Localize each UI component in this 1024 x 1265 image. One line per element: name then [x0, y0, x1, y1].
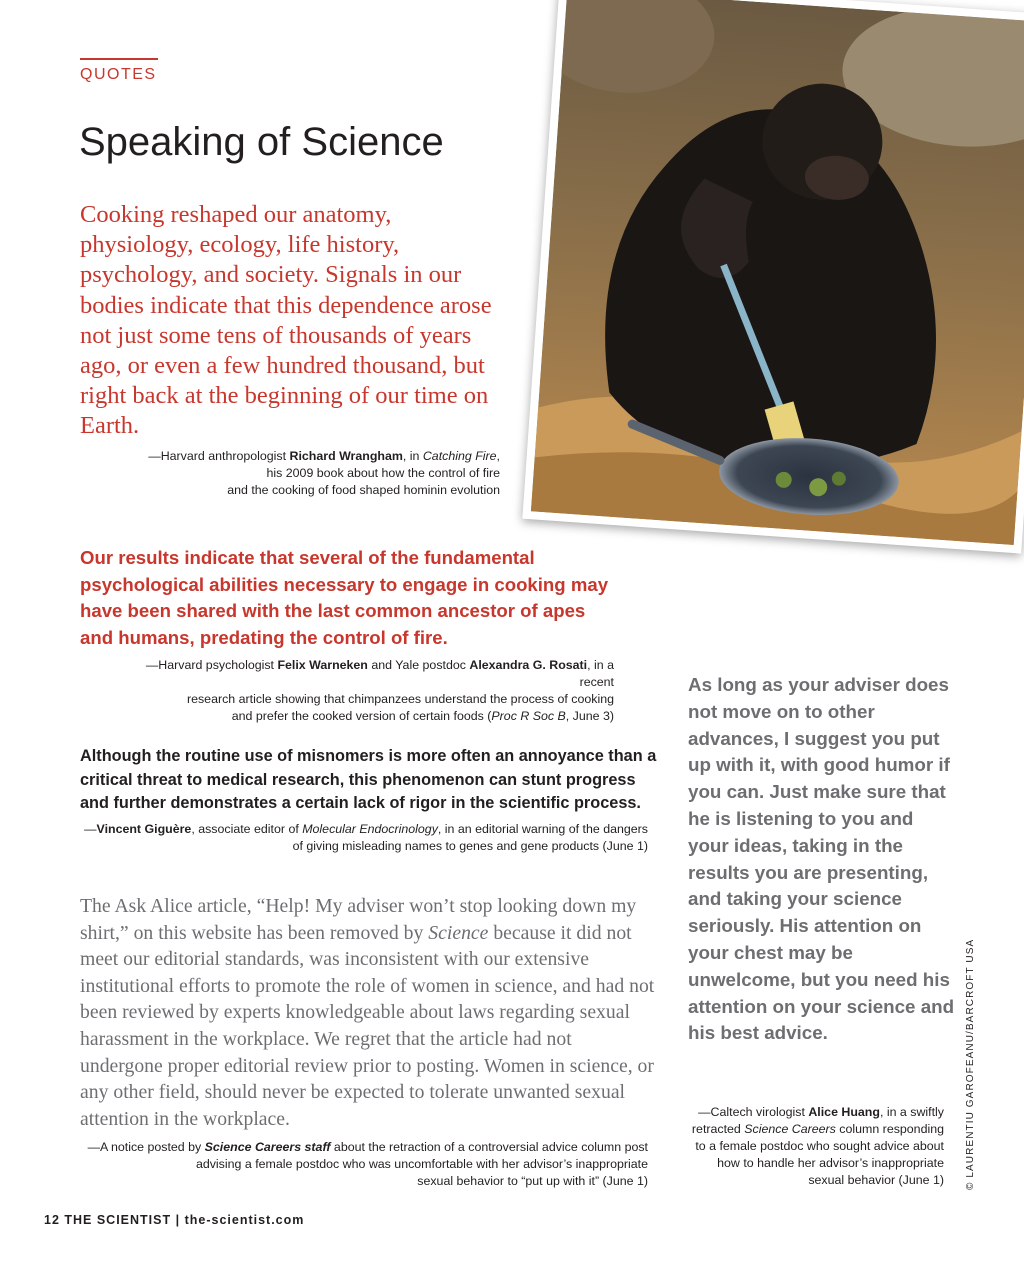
quote-science-careers-notice: The Ask Alice article, “Help! My adviser won’t stop looking down my shirt,” on this website has been removed by Science because it did not meet our editorial standards, was inconsistent with our extensive institutional efforts to promote the role of women in science, and had not been reviewed by experts knowledgeable about laws regarding sexual harassment in the workplace. We regret that the article had not undergone proper editorial review prior to posting. Women in science, or any other field, should never be expected to tolerate unwanted sexual attention in the workplace.: [80, 895, 655, 1130]
photo-credit: © LAURENTIU GAROFEANU/BARCROFT USA: [965, 938, 976, 1190]
quote-warneken-rosati: Our results indicate that several of the fundamental psychological abilities necessary to engage in cooking may have been shared with the last common ancestor of apes and humans, predating the control of fire.: [80, 547, 609, 648]
section-label: QUOTES: [80, 66, 157, 83]
quote-giguere: Although the routine use of misnomers is more often an annoyance than a critical threat to medical research, this phenomenon can stunt progress and further demonstrates a certain lack of rigor in the scientific process.: [80, 747, 657, 812]
attribution-wrangham: —Harvard anthropologist Richard Wrangham, in Catching Fire, his 2009 book about how the control of fire and the cooking of food shaped hominin evolution: [148, 449, 500, 497]
quote-wrangham: Cooking reshaped our anatomy, physiology, ecology, life history, psychology, and society. Signals in our bodies indicate that this dependence arose not just some tens of thousands of years ago, or even a few hundred thousand, but right back at the beginning of our time on Earth.: [80, 201, 492, 440]
attribution-giguere: —Vincent Giguère, associate editor of Molecular Endocrinology, in an editorial warning of the dangers of giving misleading names to genes and gene products (June 1): [84, 822, 648, 853]
page-title: Speaking of Science: [79, 120, 444, 164]
attribution-huang: —Caltech virologist Alice Huang, in a swiftly retracted Science Careers column responding to a female postdoc who sought advice about how to handle her advisor’s inappropriate sexual behavior (June 1): [691, 1105, 944, 1187]
quote-huang: As long as your adviser does not move on to other advances, I suggest you put up with it, with good humor if you can. Just make sure that he is listening to you and your ideas, taking in the results you are presenting, and taking your science seriously. His attention on your chest may be unwelcome, but you need his attention on your science and his best advice.: [688, 674, 955, 1044]
attribution-science-careers: —A notice posted by Science Careers staff about the retraction of a controversial advice column post advising a female postdoc who was uncomfortable with her advisor’s inappropriate sexual behavior to “put up with it” (June 1): [87, 1140, 648, 1188]
photo-illustration: [531, 0, 1024, 545]
section-rule: [80, 58, 158, 60]
attribution-warneken-rosati: —Harvard psychologist Felix Warneken and Yale postdoc Alexandra G. Rosati, in a recent research article showing that chimpanzees understand the process of cooking and prefer the cooked version of certain foods (Proc R Soc B, June 3): [145, 658, 614, 723]
chimpanzee-cooking-photo: [522, 0, 1024, 554]
page-footer: 12 THE SCIENTIST | the-scientist.com: [44, 1213, 305, 1227]
